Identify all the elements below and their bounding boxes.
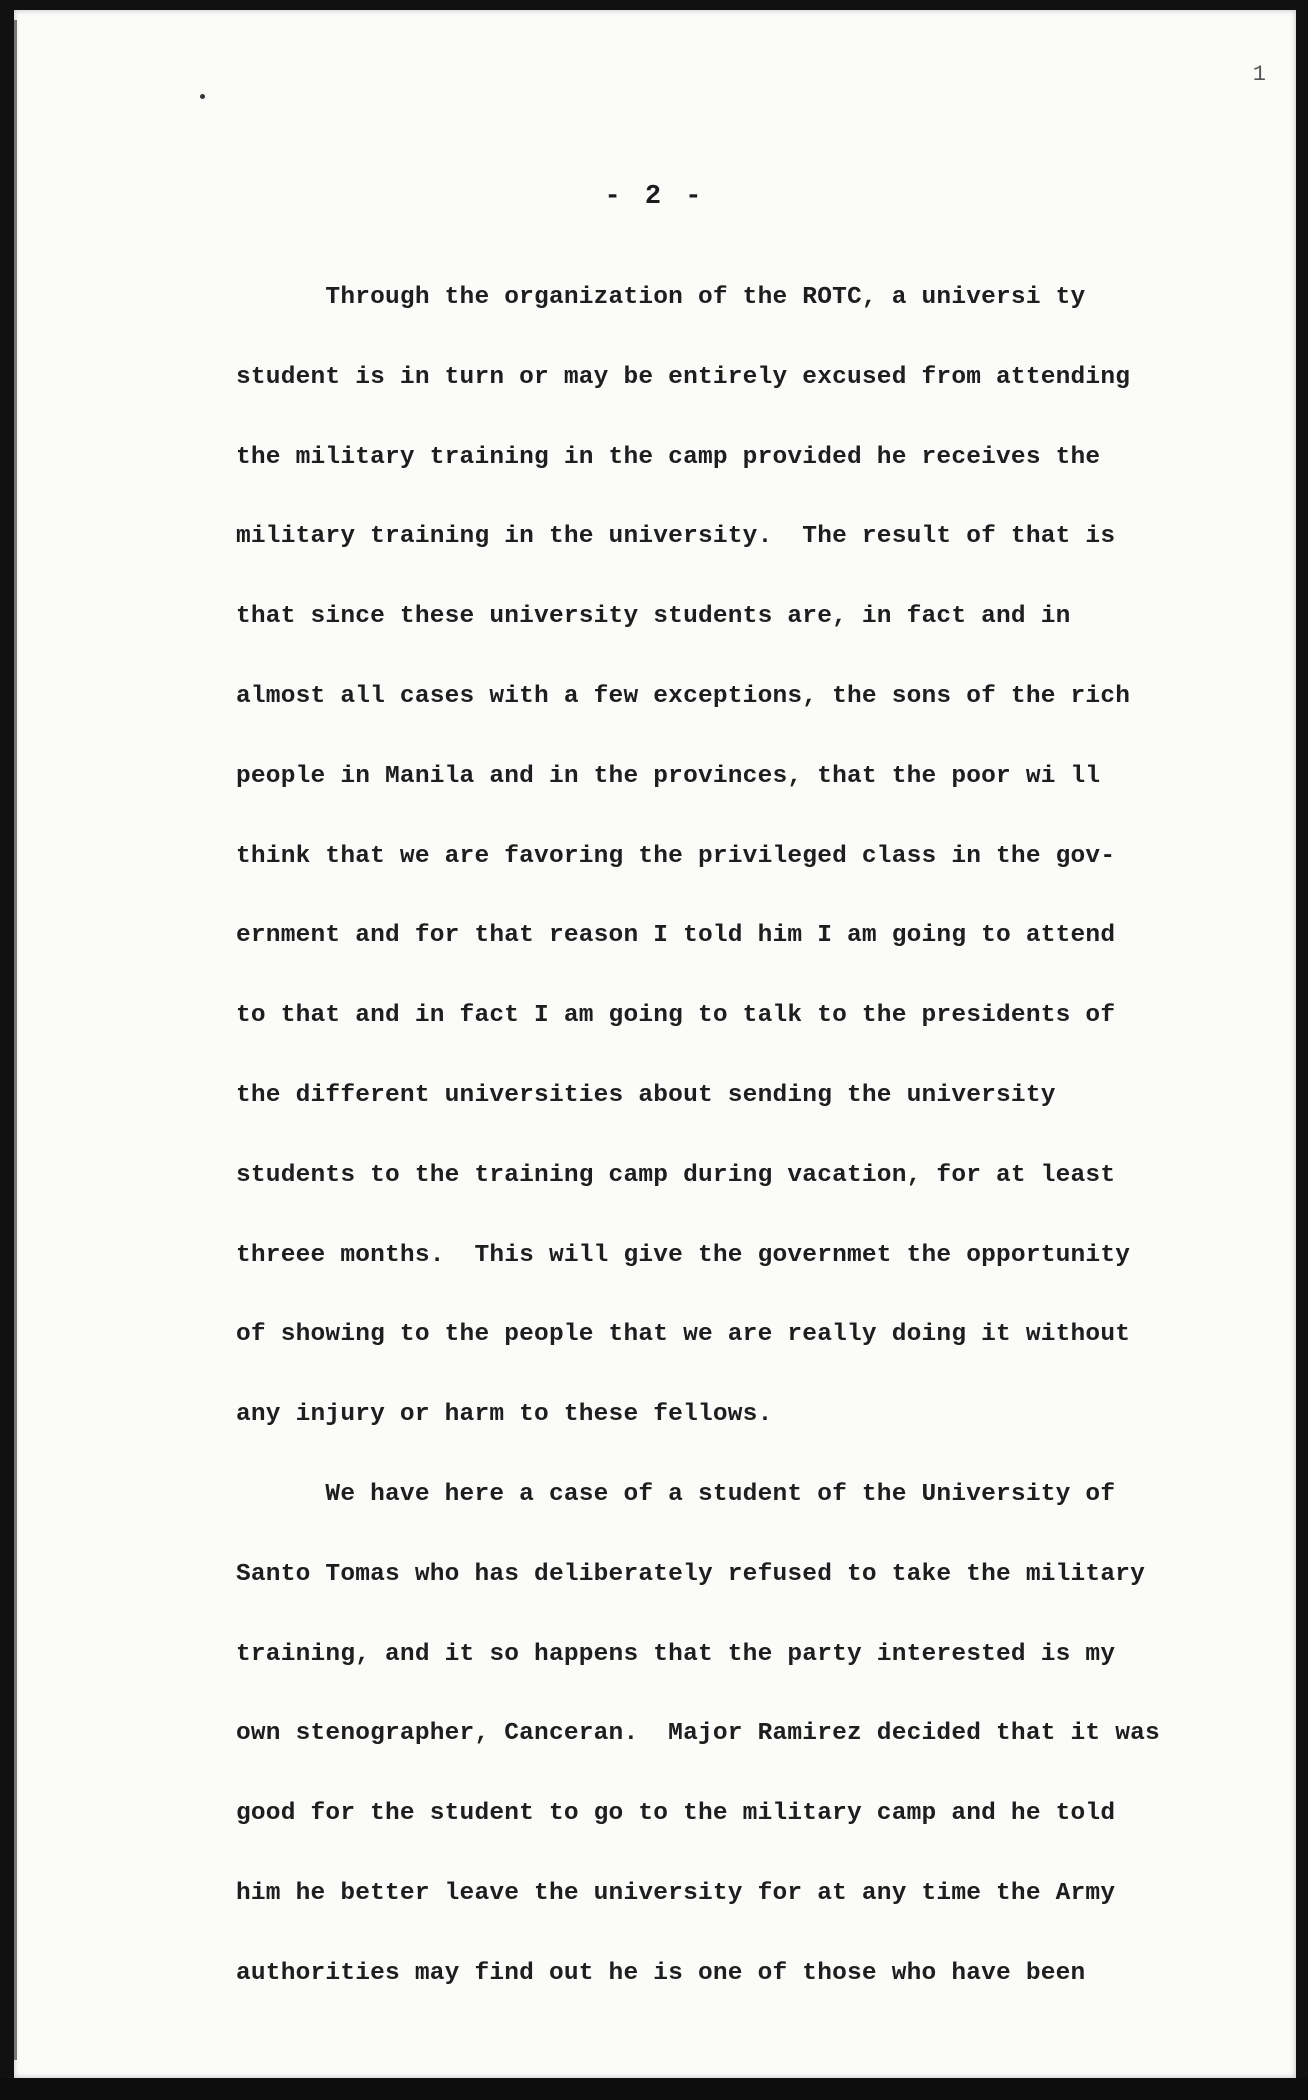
text-line: threee months. This will give the governmet the opportunity xyxy=(236,1241,1131,1269)
text-line: almost all cases with a few exceptions, the sons of the rich xyxy=(236,682,1131,710)
corner-mark: 1 xyxy=(1252,62,1266,87)
text-line: him he better leave the university for at any time the Army xyxy=(236,1879,1116,1907)
text-line: students to the training camp during vacation, for at least xyxy=(236,1161,1116,1189)
text-line: We have here a case of a student of the University of xyxy=(236,1480,1116,1508)
text-line: the military training in the camp provided he receives the xyxy=(236,443,1101,471)
ink-speck xyxy=(200,94,205,99)
page-left-edge xyxy=(14,20,17,2060)
text-line: authorities may find out he is one of those who have been xyxy=(236,1959,1086,1987)
text-line: ernment and for that reason I told him I am going to attend xyxy=(236,922,1116,950)
text-line: people in Manila and in the provinces, that the poor wi ll xyxy=(236,762,1101,790)
page-number: - 2 - xyxy=(604,182,706,212)
text-line: any injury or harm to these fellows. xyxy=(236,1401,773,1429)
text-line: to that and in fact I am going to talk to the presidents of xyxy=(236,1002,1116,1030)
scan-bottom-border xyxy=(0,2078,1308,2100)
text-line: that since these university students are, in fact and in xyxy=(236,603,1071,631)
text-line: Through the organization of the ROTC, a universi ty xyxy=(236,284,1086,311)
text-line: own stenographer, Canceran. Major Ramirez decided that it was xyxy=(236,1720,1160,1748)
text-line: training, and it so happens that the party interested is my xyxy=(236,1640,1116,1668)
document-page xyxy=(14,10,1296,2078)
text-line: of showing to the people that we are really doing it without xyxy=(236,1321,1131,1349)
text-line: military training in the university. The result of that is xyxy=(236,523,1116,551)
text-line: Santo Tomas who has deliberately refused to take the military xyxy=(236,1560,1146,1588)
text-line: good for the student to go to the military camp and he told xyxy=(236,1800,1116,1828)
typed-text-body xyxy=(236,258,1246,2014)
text-line: student is in turn or may be entirely excused from attending xyxy=(236,363,1131,391)
text-line: think that we are favoring the privileged class in the gov- xyxy=(236,842,1116,870)
text-line: the different universities about sending the university xyxy=(236,1081,1056,1109)
